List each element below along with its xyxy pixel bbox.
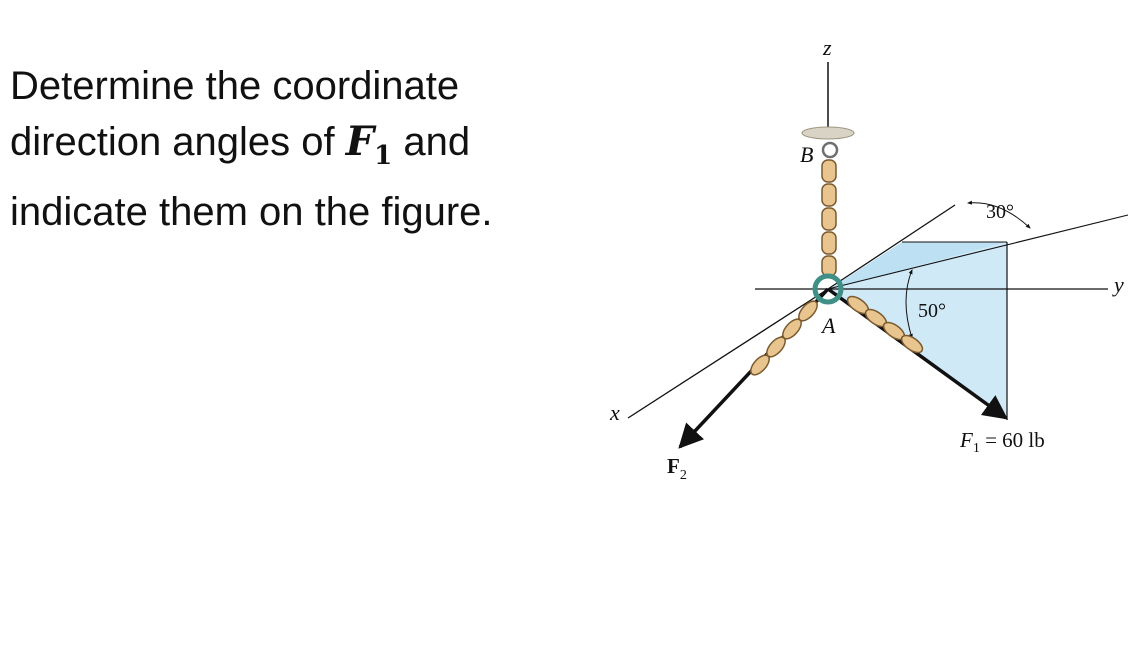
problem-line-2: direction angles of $F_1$ and bbox=[10, 118, 471, 171]
x-axis bbox=[628, 289, 828, 418]
force-f2-label: $F_2$ bbox=[667, 454, 687, 483]
axis-z-label: z bbox=[823, 35, 832, 60]
problem-line-1: Determine the coordinate bbox=[10, 64, 460, 108]
point-a-label: A bbox=[822, 313, 836, 338]
projection-plane bbox=[828, 242, 1007, 420]
hook-ring bbox=[823, 143, 837, 157]
axis-y-label: y bbox=[1114, 272, 1124, 297]
ceiling-plate bbox=[802, 127, 854, 139]
chain-f2 bbox=[748, 298, 821, 378]
angle-30-label: 30° bbox=[986, 201, 1014, 223]
force-f1-label: $F_1 = 60$ lb bbox=[960, 428, 1045, 456]
axis-x-label: x bbox=[610, 400, 620, 425]
force-symbol-f1: $F_1$ bbox=[345, 118, 393, 171]
angle-50-label: 50° bbox=[918, 300, 946, 322]
problem-line-3: indicate them on the figure. bbox=[10, 190, 493, 234]
point-b-label: B bbox=[800, 142, 814, 167]
chain-ab bbox=[822, 160, 836, 276]
